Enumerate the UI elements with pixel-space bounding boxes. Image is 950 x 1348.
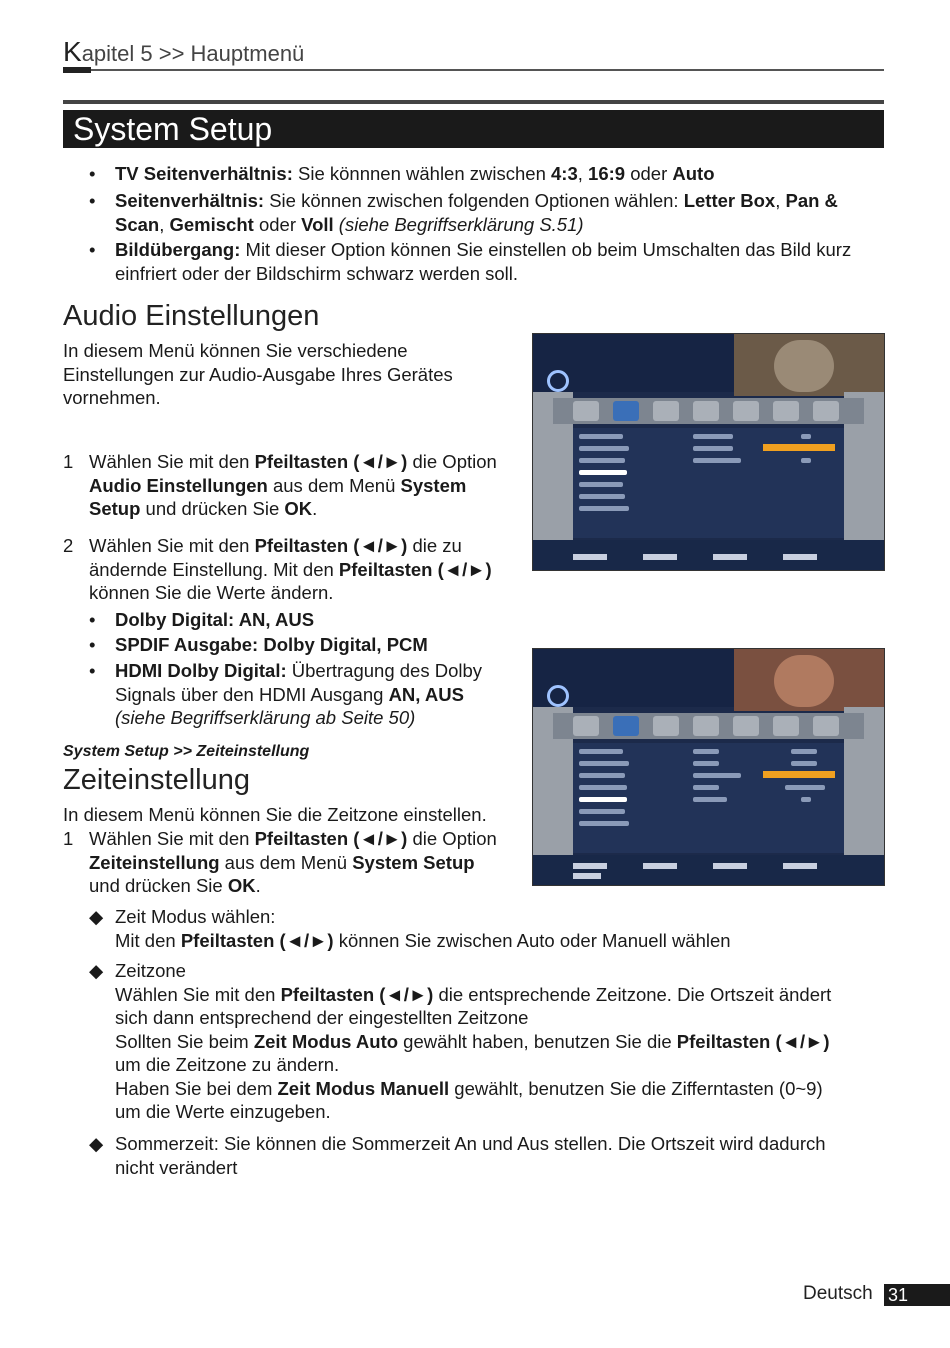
- menu-icon-row: [553, 398, 864, 424]
- time-step-1: 1 Wählen Sie mit den Pfeiltasten (◄/►) die Option Zeiteinstellung aus dem Menü System Setup und drücken Sie OK.: [63, 828, 497, 896]
- menu-logo-icon: [547, 370, 569, 392]
- list-item: • Dolby Digital: AN, AUS: [89, 609, 315, 630]
- menu-logo-icon: [547, 685, 569, 707]
- page-number: 31: [888, 1285, 909, 1305]
- list-item: ◆ Zeit Modus wählen: Mit den Pfeiltasten (◄/►) können Sie zwischen Auto oder Manuell wählen: [89, 906, 731, 951]
- breadcrumb: System Setup >> Zeiteinstellung: [63, 743, 310, 760]
- list-item: • TV Seitenverhältnis: Sie könnnen wählen zwischen 4:3, 16:9 oder Auto: [89, 163, 715, 184]
- header-rule-accent: [63, 67, 91, 73]
- audio-settings-screenshot: [532, 333, 885, 571]
- time-heading: Zeiteinstellung: [63, 764, 250, 796]
- list-item: ◆ Zeitzone Wählen Sie mit den Pfeiltasten (◄/►) die entsprechende Zeitzone. Die Ortszeit ändert sich dann entsprechend der eingestellten Zeitzone Sollten Sie beim Zeit Modus Auto gewählt haben, benutzen Sie die Pfeiltasten (◄/►) um die Zeitzone zu ändern. Haben Sie bei dem Zeit Modus Manuell gewählt, benutzen Sie die Zifferntasten (0~9) um die Werte einzugeben.: [89, 960, 832, 1122]
- section-rule: [63, 100, 884, 104]
- menu-icon-row: [553, 713, 864, 739]
- audio-step-2: 2 Wählen Sie mit den Pfeiltasten (◄/►) die zu ändernde Einstellung. Mit den Pfeiltasten (◄/►) können Sie die Werte ändern.: [63, 535, 492, 603]
- header-rule: [63, 69, 884, 71]
- audio-step-1: 1 Wählen Sie mit den Pfeiltasten (◄/►) die Option Audio Einstellungen aus dem Menü System Setup und drücken Sie OK.: [63, 451, 497, 519]
- preview-image: [734, 334, 884, 396]
- diamond-bullet-icon: ◆: [89, 960, 104, 981]
- list-item: • SPDIF Ausgabe: Dolby Digital, PCM: [89, 634, 428, 655]
- list-item: • Bildübergang: Mit dieser Option können Sie einstellen ob beim Umschalten das Bild kurz einfriert oder der Bildschirm schwarz werden soll.: [89, 239, 852, 284]
- audio-heading: Audio Einstellungen: [63, 300, 320, 332]
- time-intro: In diesem Menü können Sie die Zeitzone einstellen.: [63, 804, 487, 825]
- list-item: • HDMI Dolby Digital: Übertragung des Dolby Signals über den HDMI Ausgang AN, AUS (siehe Begriffserklärung ab Seite 50): [89, 660, 483, 728]
- chapter-title: Kapitel 5 >> Hauptmenü: [63, 36, 305, 67]
- time-settings-screenshot: [532, 648, 885, 886]
- list-item: • Seitenverhältnis: Sie können zwischen folgenden Optionen wählen: Letter Box, Pan & Scan, Gemischt oder Voll (siehe Begriffserklärung S.51): [89, 190, 838, 235]
- section-title: System Setup: [73, 111, 273, 147]
- audio-intro: In diesem Menü können Sie verschiedene Einstellungen zur Audio-Ausgabe Ihres Gerätes vornehmen.: [63, 340, 453, 408]
- footer-language: Deutsch: [803, 1283, 873, 1304]
- preview-image: [734, 649, 884, 711]
- diamond-bullet-icon: ◆: [89, 906, 104, 927]
- diamond-bullet-icon: ◆: [89, 1133, 104, 1154]
- list-item: ◆ Sommerzeit: Sie können die Sommerzeit An und Aus stellen. Die Ortszeit wird dadurch nicht verändert: [89, 1133, 826, 1178]
